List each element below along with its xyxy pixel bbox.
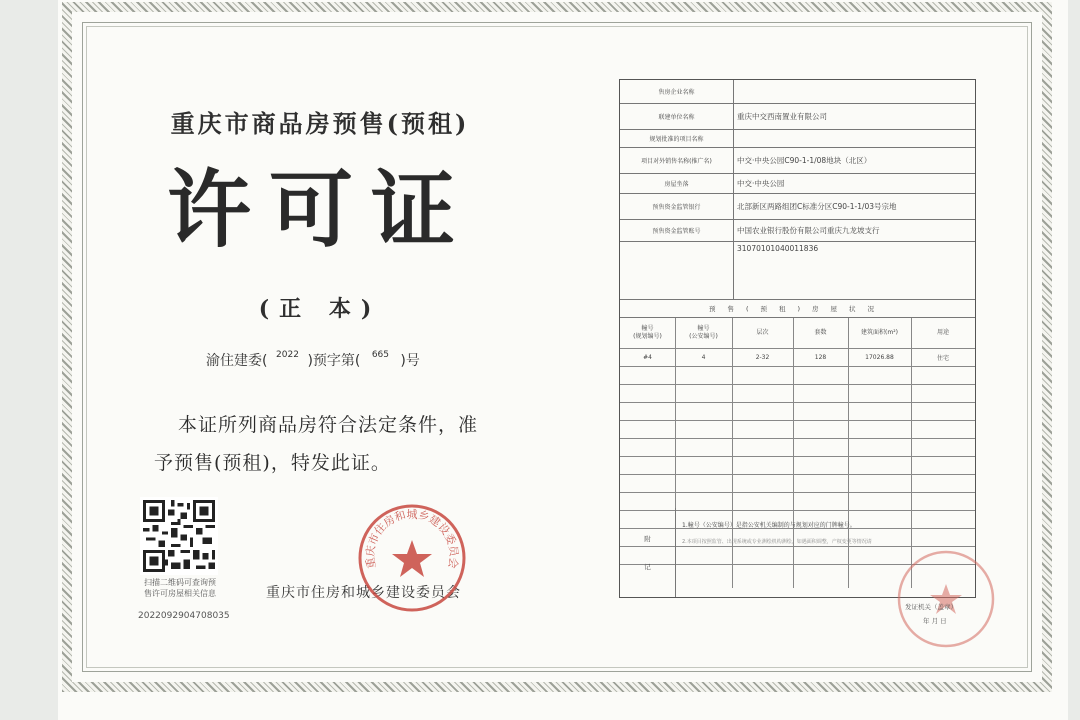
table-cell: 2-32 [755, 353, 770, 361]
qr-code-icon[interactable] [140, 497, 218, 575]
seal-text: 重庆市住房和城乡建设委员会 [363, 507, 461, 570]
issue-date-block [905, 600, 975, 628]
grid-line [620, 438, 975, 439]
certificate-subtitle: 重庆市商品房预售(预租) [170, 109, 470, 138]
column-header: 套数 [814, 329, 827, 336]
grid-line [620, 492, 975, 493]
table-row: 预售资金监管银行 北部新区两路组团C标准分区C90-1-1/03号宗地 [620, 194, 975, 220]
qr-caption-line-1: 扫描二维码可查询预 [144, 578, 216, 587]
column-header: 幢号 (公安编号) [689, 325, 718, 340]
ref-prefix: 渝住建委( [206, 353, 268, 369]
grid-line [620, 420, 975, 421]
grid-line [620, 456, 975, 457]
grid-line [620, 402, 975, 403]
issuing-authority: 重庆市住房和城乡建设委员会 [266, 585, 461, 601]
column-header: 幢号 (规划编号) [633, 325, 662, 340]
grid-line [620, 366, 975, 367]
ref-middle: )预字第( [307, 353, 361, 369]
note-1: 1.幢号（公安编号）是指公安机关编制的与规划对应的门牌幢号。 [682, 522, 856, 529]
statement-line-1: 本证所列商品房符合法定条件，准 [178, 414, 479, 436]
grid-line [620, 474, 975, 475]
table-row: 售房企业名称 [620, 80, 975, 104]
table-row: 31070101040011836 [620, 242, 975, 300]
ref-suffix: )号 [400, 353, 420, 369]
table-cell: 128 [814, 353, 827, 361]
certificate-title: 许可证 [166, 160, 473, 259]
table-cell: 住宅 [936, 354, 949, 362]
column-header: 建筑面积(m²) [861, 329, 898, 336]
qr-caption-line-2: 售许可房屋相关信息 [144, 589, 216, 598]
table-row: 规划批准的项目名称 [620, 130, 975, 148]
reference-number [206, 350, 486, 370]
note-2: 2.本项目按照监管、出现系统或专业测绘机构测绘，如遇面积调整，产权变更等情况请 [682, 539, 872, 545]
copy-type: (正 本) [258, 296, 382, 322]
table-row: 联建单位名称 重庆中交西南置业有限公司 [620, 104, 975, 130]
official-seal-icon [356, 502, 468, 614]
table-row: 预售资金监管账号 中国农业银行股份有限公司重庆九龙坡支行 [620, 220, 975, 242]
table-cell: 4 [701, 353, 706, 361]
faded-seal-icon [895, 548, 997, 650]
table-cell: #4 [643, 353, 652, 361]
statement-line-2: 予预售(预租)，特发此证。 [154, 452, 391, 474]
ref-year: 2022 [276, 350, 299, 360]
certificate-statement [154, 406, 500, 482]
table-row: 项目对外销售名称(推广名) 中交·中央公园C90-1-1/08地块（北区） [620, 148, 975, 174]
table-row: 房屋坐落 中交·中央公园 [620, 174, 975, 194]
issue-date: 年 月 日 [923, 617, 947, 625]
grid-line [620, 384, 975, 385]
table-cell: 17026.88 [865, 353, 894, 361]
section-title: 预售(预租)房屋状况 [620, 300, 975, 318]
notes-label: 附 记 [620, 508, 676, 597]
column-header: 用途 [936, 329, 949, 336]
ref-number: 665 [371, 350, 389, 360]
qr-caption [130, 577, 230, 599]
column-header: 层次 [756, 329, 769, 336]
issuing-authority-stamp-label: 发证机关（盖章） [905, 603, 957, 611]
qr-code-number: 2022092904708035 [138, 611, 230, 621]
